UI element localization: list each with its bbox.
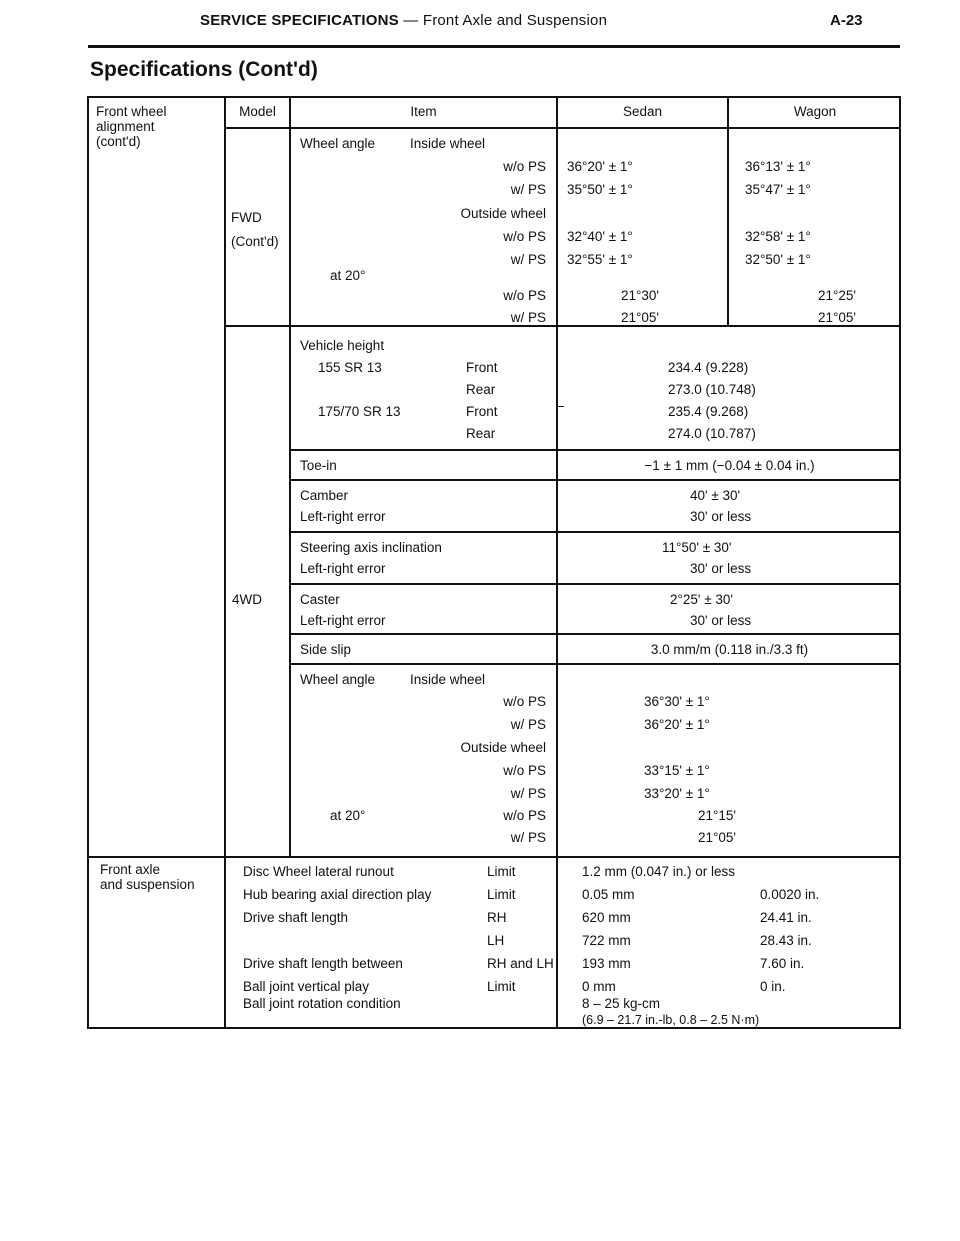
axle-cond-4: RH and LH xyxy=(487,956,554,971)
axle-v2-1: 0.0020 in. xyxy=(760,887,820,902)
axle-cond-5: Limit xyxy=(487,979,516,994)
axle-v1-0: 1.2 mm (0.047 in.) or less xyxy=(582,864,736,879)
vehicle-height-label: Vehicle height xyxy=(300,338,385,353)
category-contd: (cont'd) xyxy=(96,134,141,149)
side-slip-value: 3.0 mm/m (0.118 in./3.3 ft) xyxy=(650,642,809,657)
4wd-outside-wheel: Outside wheel xyxy=(460,740,546,755)
header-title: SERVICE SPECIFICATIONS — Front Axle and Suspension xyxy=(200,12,608,29)
sideslip-end-line xyxy=(289,663,901,665)
sedan-outside-wo-ps: 32°40' ± 1° xyxy=(567,229,633,244)
sedan-at20-w-ps: 21°05' xyxy=(621,310,660,325)
vh-value-1: 234.4 (9.228) xyxy=(668,360,749,375)
fwd-inside-wheel: Inside wheel xyxy=(410,136,486,151)
axle-cond-0: Limit xyxy=(487,864,516,879)
vh-rear-2: Rear xyxy=(466,426,496,441)
fwd-at20-w-ps: w/ PS xyxy=(510,310,546,325)
steering-axis-label: Steering axis inclination xyxy=(300,540,442,555)
col-divider-sedan xyxy=(727,96,729,327)
4wd-outside-wo-ps: w/o PS xyxy=(503,763,546,778)
4wd-outside-w-ps: w/ PS xyxy=(510,786,546,801)
wagon-inside-wo-ps: 36°13' ± 1° xyxy=(745,159,811,174)
fwd-wheel-angle: Wheel angle xyxy=(300,136,376,151)
axle-v2-4: 7.60 in. xyxy=(760,956,805,971)
caster-label: Caster xyxy=(300,592,340,607)
sedan-at20-wo-ps: 21°30' xyxy=(621,288,660,303)
axle-item-5: Ball joint vertical play xyxy=(243,979,370,994)
header-rule xyxy=(88,45,900,48)
axle-item-2: Drive shaft length xyxy=(243,910,349,925)
fwd-end-line xyxy=(224,325,901,327)
axle-v1-6: 8 – 25 kg-cm xyxy=(582,996,661,1011)
col-header-item: Item xyxy=(410,104,437,119)
4wd-wa-value-2: 36°20' ± 1° xyxy=(644,717,710,732)
4wd-wa-value-3: 33°15' ± 1° xyxy=(644,763,710,778)
wagon-at20-wo-ps: 21°25' xyxy=(818,288,857,303)
4wd-inside-w-ps: w/ PS xyxy=(510,717,546,732)
toe-in-value: −1 ± 1 mm (−0.04 ± 0.04 in.) xyxy=(644,458,815,473)
4wd-at20-w-ps: w/ PS xyxy=(510,830,546,845)
wagon-outside-w-ps: 32°50' ± 1° xyxy=(745,252,811,267)
toe-in-label: Toe-in xyxy=(300,458,337,473)
4wd-inside-wo-ps: w/o PS xyxy=(503,694,546,709)
axle-v1-1: 0.05 mm xyxy=(582,887,635,902)
model-4wd: 4WD xyxy=(232,592,262,607)
4wd-wa-value-5: 21°15' xyxy=(698,808,737,823)
axle-cond-3: LH xyxy=(487,933,505,948)
fwd-outside-w-ps: w/ PS xyxy=(510,252,546,267)
caster-error-value: 30' or less xyxy=(690,613,752,628)
axle-v1-5: 0 mm xyxy=(582,979,616,994)
category-and-suspension: and suspension xyxy=(100,877,195,892)
steering-error-label: Left-right error xyxy=(300,561,386,576)
category-front-axle: Front axle xyxy=(100,862,161,877)
tire-size-2: 175/70 SR 13 xyxy=(318,404,401,419)
axle-cond-2: RH xyxy=(487,910,507,925)
axle-item-1: Hub bearing axial direction play xyxy=(243,887,432,902)
camber-error-value: 30' or less xyxy=(690,509,752,524)
side-slip-label: Side slip xyxy=(300,642,352,657)
axle-cond-1: Limit xyxy=(487,887,516,902)
4wd-wa-value-4: 33°20' ± 1° xyxy=(644,786,710,801)
fwd-at20-wo-ps: w/o PS xyxy=(503,288,546,303)
model-fwd-contd: (Cont'd) xyxy=(231,234,279,249)
axle-v2-5: 0 in. xyxy=(760,979,786,994)
page-number: A-23 xyxy=(830,12,863,29)
caster-value: 2°25' ± 30' xyxy=(670,592,734,607)
4wd-wa-value-1: 36°30' ± 1° xyxy=(644,694,710,709)
header-row-line xyxy=(224,127,901,129)
axle-v1-7: (6.9 – 21.7 in.-lb, 0.8 – 2.5 N·m) xyxy=(582,1013,760,1027)
fwd-inside-w-ps: w/ PS xyxy=(510,182,546,197)
col-header-wagon: Wagon xyxy=(793,104,837,119)
col-divider-item xyxy=(556,96,558,1029)
axle-v2-3: 28.43 in. xyxy=(760,933,812,948)
vh-value-2: 273.0 (10.748) xyxy=(668,382,756,397)
category-front-wheel: Front wheel xyxy=(96,104,167,119)
fwd-outside-wheel: Outside wheel xyxy=(460,206,546,221)
sedan-inside-wo-ps: 36°20' ± 1° xyxy=(567,159,633,174)
col-header-model: Model xyxy=(239,104,276,119)
camber-error-label: Left-right error xyxy=(300,509,386,524)
col-divider-model xyxy=(289,96,291,858)
4wd-wa-value-6: 21°05' xyxy=(698,830,737,845)
sedan-outside-w-ps: 32°55' ± 1° xyxy=(567,252,633,267)
sedan-inside-w-ps: 35°50' ± 1° xyxy=(567,182,633,197)
4wd-wheel-angle: Wheel angle xyxy=(300,672,376,687)
caster-error-label: Left-right error xyxy=(300,613,386,628)
axle-item-6: Ball joint rotation condition xyxy=(243,996,401,1011)
wagon-at20-w-ps: 21°05' xyxy=(818,310,857,325)
4wd-inside-wheel: Inside wheel xyxy=(410,672,486,687)
fwd-inside-wo-ps: w/o PS xyxy=(503,159,546,174)
steering-error-value: 30' or less xyxy=(690,561,752,576)
axle-item-4: Drive shaft length between xyxy=(243,956,403,971)
vh-front-2: Front xyxy=(466,404,498,419)
col-divider-category xyxy=(224,96,226,1029)
page-title: Specifications (Cont'd) xyxy=(90,58,318,81)
col-header-sedan: Sedan xyxy=(622,104,663,119)
4wd-at-20: at 20° xyxy=(330,808,366,823)
fwd-at-20: at 20° xyxy=(330,268,366,283)
vh-front-1: Front xyxy=(466,360,498,375)
vh-tick xyxy=(556,406,564,407)
axle-v1-2: 620 mm xyxy=(582,910,631,925)
camber-label: Camber xyxy=(300,488,349,503)
vh-value-3: 235.4 (9.268) xyxy=(668,404,749,419)
wagon-outside-wo-ps: 32°58' ± 1° xyxy=(745,229,811,244)
axle-v1-3: 722 mm xyxy=(582,933,631,948)
caster-end-line xyxy=(289,633,901,635)
vh-end-line xyxy=(289,449,901,451)
axle-v2-2: 24.41 in. xyxy=(760,910,812,925)
vh-rear-1: Rear xyxy=(466,382,496,397)
page-header xyxy=(0,12,960,38)
4wd-at20-wo-ps: w/o PS xyxy=(503,808,546,823)
vh-value-4: 274.0 (10.787) xyxy=(668,426,756,441)
category-alignment: alignment xyxy=(96,119,155,134)
model-fwd: FWD xyxy=(231,210,262,225)
alignment-end-line xyxy=(87,856,901,858)
steering-end-line xyxy=(289,583,901,585)
steering-value: 11°50' ± 30' xyxy=(662,540,732,555)
axle-item-0: Disc Wheel lateral runout xyxy=(243,864,394,879)
tire-size-1: 155 SR 13 xyxy=(318,360,382,375)
camber-end-line xyxy=(289,531,901,533)
toe-end-line xyxy=(289,479,901,481)
wagon-inside-w-ps: 35°47' ± 1° xyxy=(745,182,811,197)
fwd-outside-wo-ps: w/o PS xyxy=(503,229,546,244)
camber-value: 40' ± 30' xyxy=(690,488,741,503)
axle-v1-4: 193 mm xyxy=(582,956,631,971)
